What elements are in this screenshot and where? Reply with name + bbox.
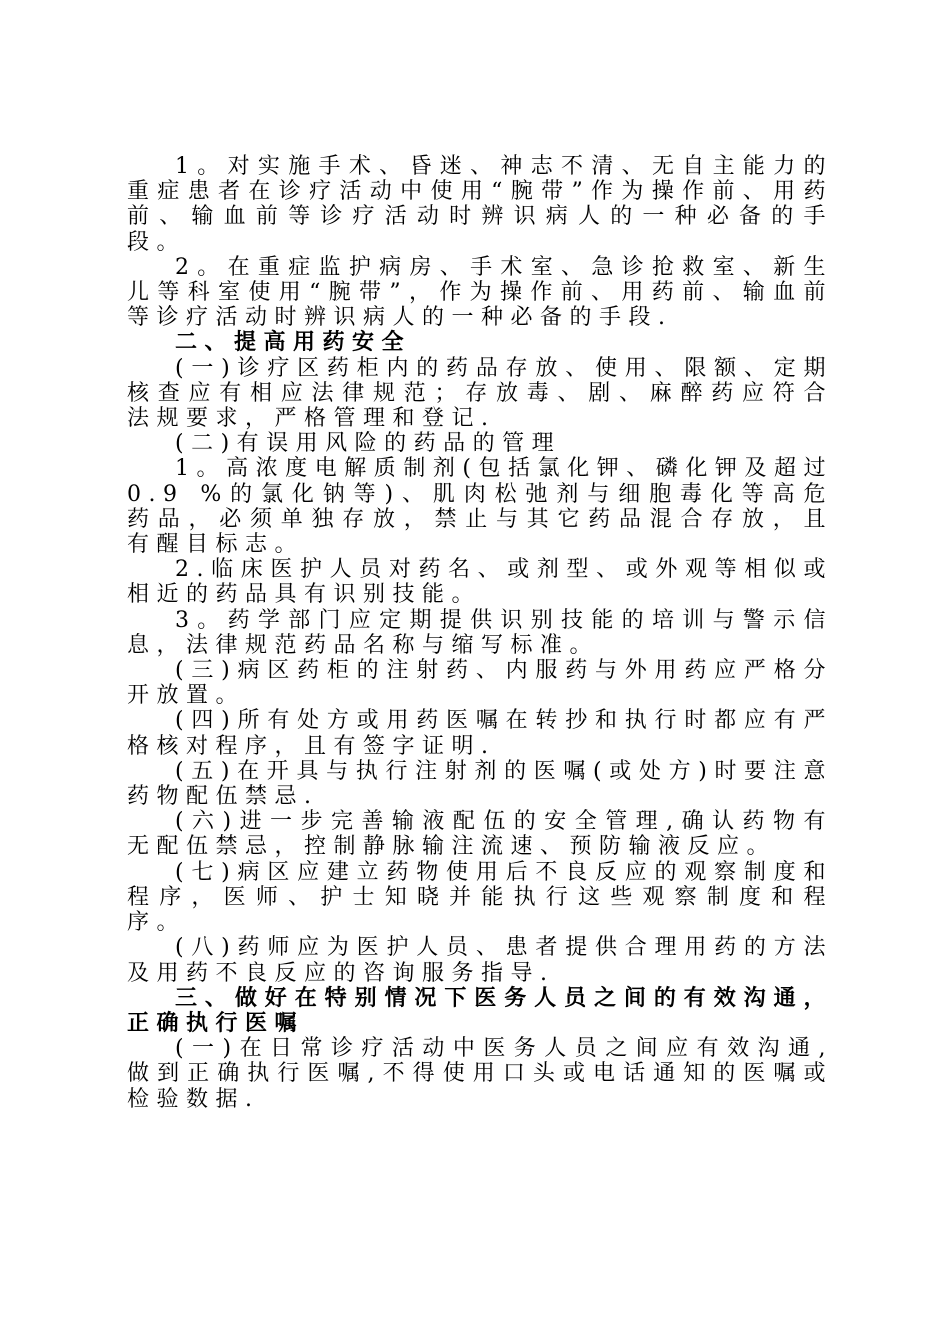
section-heading-medication-safety: 二、提高用药安全 (175, 330, 412, 356)
paragraph-medication-4: (四)所有处方或用药医嘱在转抄和执行时都应有严格核对程序，且有签字证明. (127, 708, 833, 759)
paragraph-medication-8: (八)药师应为医护人员、患者提供合理用药的方法及用药不良反应的咨询服务指导. (127, 935, 833, 986)
paragraph-medication-7: (七)病区应建立药物使用后不良反应的观察制度和程序，医师、护士知晓并能执行这些观察制度和程序。 (127, 859, 833, 936)
paragraph-wristband-1: 1。对实施手术、昏迷、神志不清、无自主能力的重症患者在诊疗活动中使用“腕带”作为操作前、用药前、输血前等诊疗活动时辨识病人的一种必备的手段。 (127, 154, 833, 255)
paragraph-medication-6: (六)进一步完善输液配伍的安全管理,确认药物有无配伍禁忌，控制静脉输注流速、预防输液反应。 (127, 809, 833, 860)
paragraph-high-risk-2: 2.临床医护人员对药名、或剂型、或外观等相似或相近的药品具有识别技能。 (127, 557, 833, 608)
section-heading-communication: 三、做好在特别情况下医务人员之间的有效沟通，正确执行医嘱 (127, 985, 833, 1036)
paragraph-wristband-2: 2。在重症监护病房、手术室、急诊抢救室、新生儿等科室使用“腕带”，作为操作前、用药前、输血前等诊疗活动时辨识病人的一种必备的手段. (127, 254, 833, 331)
paragraph-high-risk-3: 3。药学部门应定期提供识别技能的培训与警示信息，法律规范药品名称与缩写标准。 (127, 607, 833, 658)
paragraph-high-risk-1: 1。高浓度电解质制剂(包括氯化钾、磷化钾及超过0.9 %的氯化钠等)、肌肉松弛剂与细胞毒化等高危药品，必须单独存放，禁止与其它药品混合存放，且有醒目标志。 (127, 456, 833, 558)
paragraph-communication-1: (一)在日常诊疗活动中医务人员之间应有效沟通,做到正确执行医嘱,不得使用口头或电话通知的医嘱或检验数据. (127, 1036, 833, 1112)
paragraph-medication-2: (二)有误用风险的药品的管理 (175, 431, 562, 457)
document-body (127, 154, 833, 1112)
paragraph-medication-3: (三)病区药柜的注射药、内服药与外用药应严格分开放置。 (127, 658, 833, 709)
paragraph-medication-5: (五)在开具与执行注射剂的医嘱(或处方)时要注意药物配伍禁忌. (127, 758, 833, 810)
paragraph-medication-1: (一)诊疗区药柜内的药品存放、使用、限额、定期核查应有相应法律规范；存放毒、剧、麻醉药应符合法规要求，严格管理和登记. (127, 355, 833, 432)
